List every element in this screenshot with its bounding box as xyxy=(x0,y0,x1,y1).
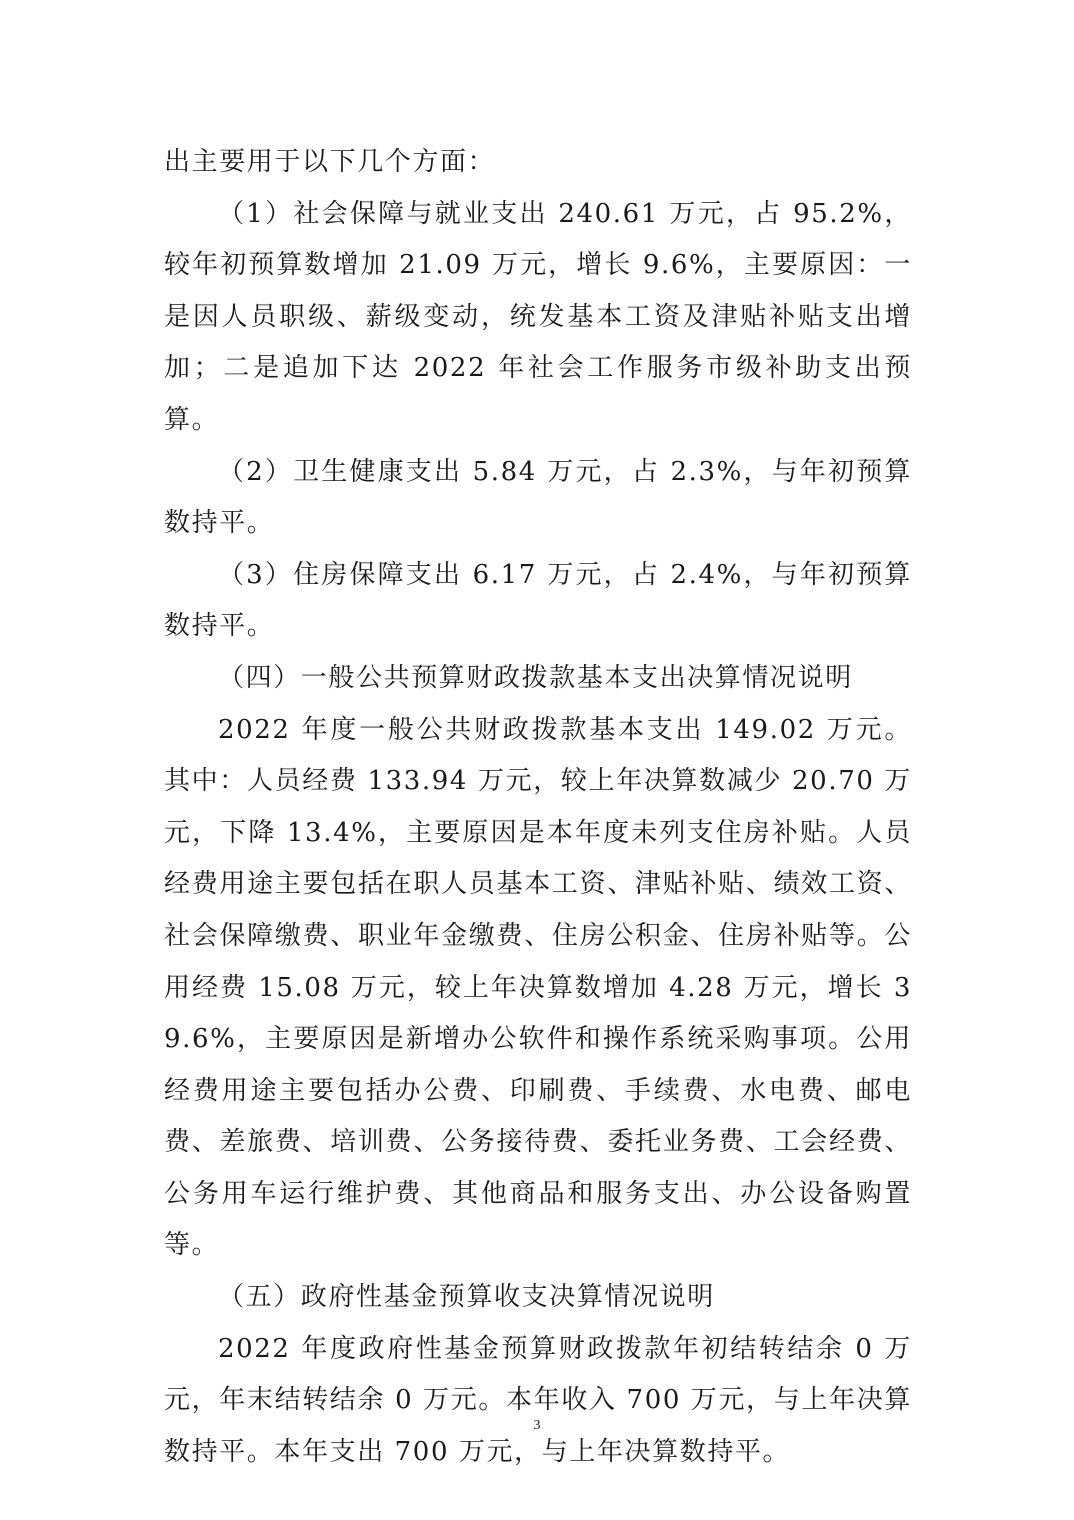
paragraph-housing: （3）住房保障支出 6.17 万元，占 2.4%，与年初预算数持平。 xyxy=(164,559,912,642)
paragraph-continuation: 出主要用于以下几个方面： xyxy=(164,147,496,177)
paragraph-social-security: （1）社会保障与就业支出 240.61 万元，占 95.2%，较年初预算数增加 21.09 万元，增长 9.6%，主要原因：一是因人员职级、薪级变动，统发基本工资及津贴补贴支出增加；二是追加下达 2022 年社会工作服务市级补助支出预算。 xyxy=(164,198,912,435)
paragraph-basic-expenditure: 2022 年度一般公共财政拨款基本支出 149.02 万元。其中：人员经费 133.94 万元，较上年决算数减少 20.70 万元，下降 13.4%，主要原因是本年度未列支住房补贴。人员经费用途主要包括在职人员基本工资、津贴补贴、绩效工资、社会保障缴费、职业年金缴费、住房公积金、住房补贴等。公用经费 15.08 万元，较上年决算数增加 4.28 万元，增长 39.6%，主要原因是新增办公软件和操作系统采购事项。公用经费用途主要包括办公费、印刷费、手续费、水电费、邮电费、差旅费、培训费、公务接待费、委托业务费、工会经费、公务用车运行维护费、其他商品和服务支出、办公设备购置等。 xyxy=(164,714,912,1261)
section-heading-basic-expenditure: （四）一般公共预算财政拨款基本支出决算情况说明 xyxy=(218,662,853,693)
paragraph-government-fund: 2022 年度政府性基金预算财政拨款年初结转结余 0 万元，年末结转结余 0 万元。本年收入 700 万元，与上年决算数持平。本年支出 700 万元，与上年决算数持平。 xyxy=(164,1333,912,1467)
section-heading-government-fund: （五）政府性基金预算收支决算情况说明 xyxy=(218,1282,715,1313)
page-number: 3 xyxy=(533,1418,541,1433)
document-body xyxy=(164,137,912,1478)
paragraph-health: （2）卫生健康支出 5.84 万元，占 2.3%，与年初预算数持平。 xyxy=(164,456,912,539)
